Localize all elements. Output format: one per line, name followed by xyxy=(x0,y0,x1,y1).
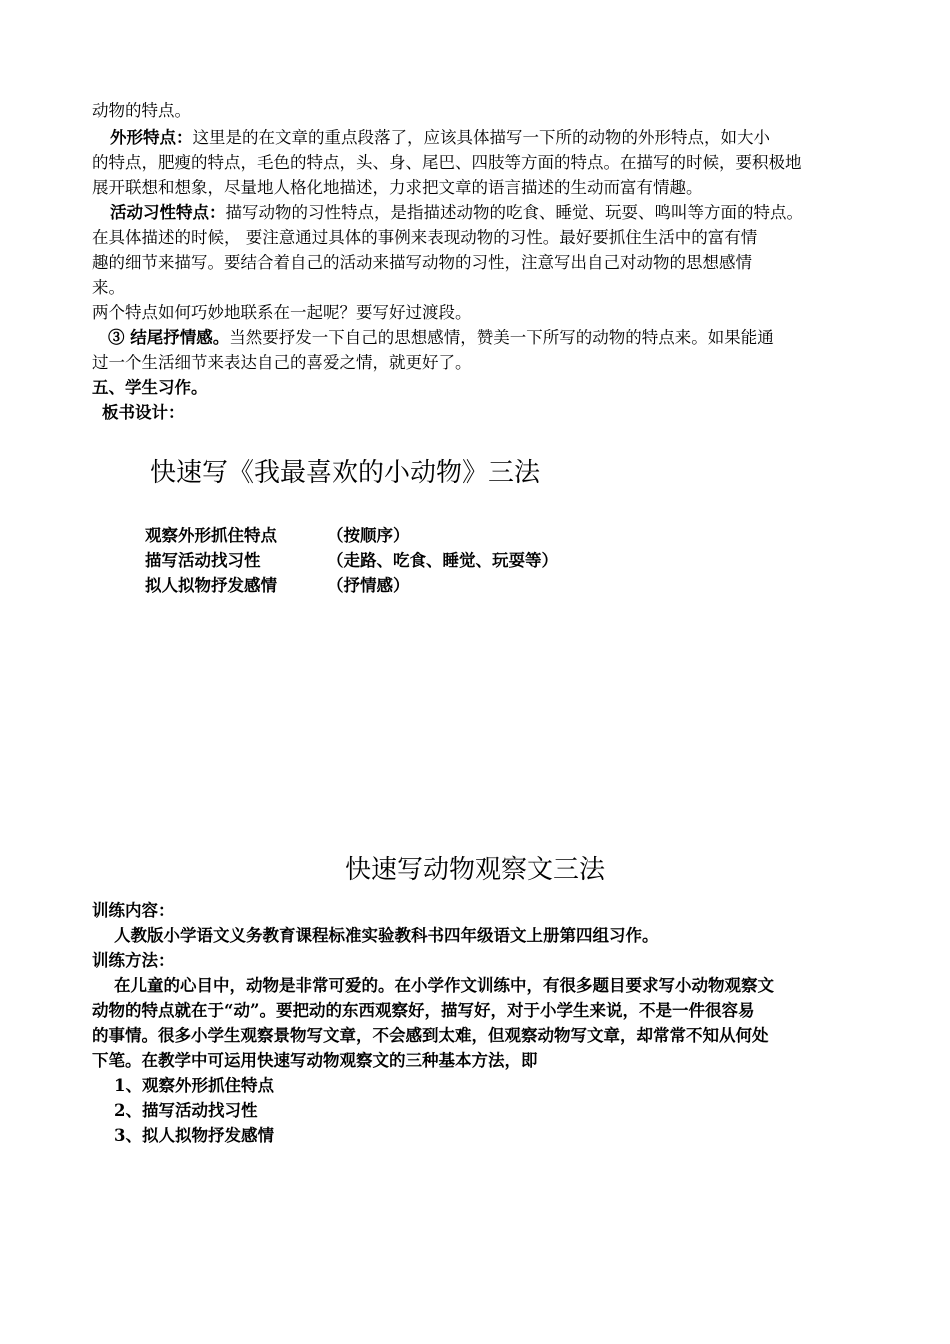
board-row-note: （走路、吃食、睡觉、玩耍等） xyxy=(327,551,558,570)
habit-label: 活动习性特点： xyxy=(110,203,226,222)
text-line: 过一个生活细节来表达自己的喜爱之情，就更好了。 xyxy=(92,353,472,372)
text-line: 在具体描述的时候， 要注意通过具体的事例来表现动物的习性。最好要抓住生活中的富有情 xyxy=(92,228,758,247)
board-row xyxy=(145,523,410,548)
method-paragraph-line: 下笔。在教学中可运用快速写动物观察文的三种基本方法，即 xyxy=(92,1051,538,1070)
board-row-method: 拟人拟物抒发感情 xyxy=(145,576,277,595)
text-line: 展开联想和想象，尽量地人格化地描述，力求把文章的语言描述的生动而富有情趣。 xyxy=(92,178,703,197)
method-label: 训练方法： xyxy=(92,951,175,970)
method-paragraph-line: 在儿童的心目中，动物是非常可爱的。在小学作文训练中，有很多题目要求写小动物观察文 xyxy=(114,976,774,995)
ending-text: 当然要抒发一下自己的思想感情，赞美一下所写的动物的特点来。如果能通 xyxy=(229,328,774,347)
text-line: 来。 xyxy=(92,278,125,297)
method-list-item: 2、描写活动找习性 xyxy=(114,1101,258,1120)
ending-paragraph-line-1 xyxy=(108,325,882,350)
text-line: 趣的细节来描写。要结合着自己的活动来描写动物的习性，注意写出自己对动物的思想感情 xyxy=(92,253,752,272)
method-paragraph-line: 动物的特点就在于“动”。要把动的东西观察好，描写好，对于小学生来说，不是一件很容易 xyxy=(92,1001,755,1020)
board-design-label: 板书设计： xyxy=(102,403,185,422)
board-row xyxy=(145,573,410,598)
board-row-note: （抒情感） xyxy=(327,576,410,595)
board-row-method: 描写活动找习性 xyxy=(145,551,261,570)
habit-paragraph-line-1 xyxy=(110,200,882,225)
content-text: 人教版小学语文义务教育课程标准实验教科书四年级语文上册第四组习作。 xyxy=(114,926,659,945)
text-line: 的特点，肥瘦的特点，毛色的特点，头、身、尾巴、四肢等方面的特点。在描写的时候，要积极地 xyxy=(92,153,802,172)
ending-label: ③ 结尾抒情感。 xyxy=(108,328,230,347)
text-line: 两个特点如何巧妙地联系在一起呢？要写好过渡段。 xyxy=(92,303,472,322)
appearance-paragraph-line-1 xyxy=(110,125,882,150)
section-heading: 五、学生习作。 xyxy=(92,378,208,397)
habit-text: 描写动物的习性特点，是指描述动物的吃食、睡觉、玩耍、鸣叫等方面的特点。 xyxy=(225,203,803,222)
board-title: 快速写《我最喜欢的小动物》三法 xyxy=(150,458,541,488)
method-list-item: 3、拟人拟物抒发感情 xyxy=(114,1126,274,1145)
article-title: 快速写动物观察文三法 xyxy=(344,855,605,885)
appearance-text: 这里是的在文章的重点段落了，应该具体描写一下所的动物的外形特点，如大小 xyxy=(192,128,770,147)
board-row-note: （按顺序） xyxy=(327,526,410,545)
board-row-method: 观察外形抓住特点 xyxy=(145,526,277,545)
method-paragraph-line: 的事情。很多小学生观察景物写文章，不会感到太难，但观察动物写文章，却常常不知从何处 xyxy=(92,1026,769,1045)
appearance-label: 外形特点： xyxy=(110,128,193,147)
method-list-item: 1、观察外形抓住特点 xyxy=(114,1076,274,1095)
board-row xyxy=(145,548,558,573)
text-line: 动物的特点。 xyxy=(92,101,191,120)
content-label: 训练内容： xyxy=(92,901,175,920)
